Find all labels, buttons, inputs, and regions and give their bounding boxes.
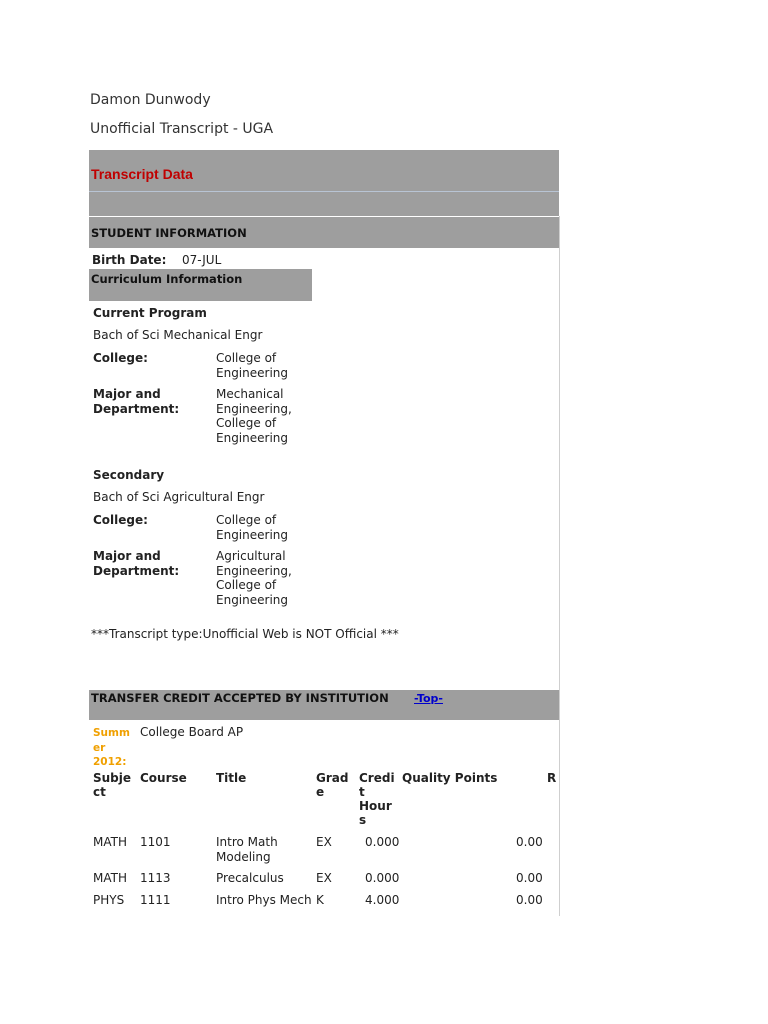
col-subject: Subje ct xyxy=(93,771,132,799)
col-title: Title xyxy=(216,771,247,785)
row-title: Precalculus xyxy=(216,871,284,885)
transcript-type-note: ***Transcript type:Unofficial Web is NOT Official *** xyxy=(91,627,399,641)
col-credit-hours: Credi t Hour s xyxy=(359,771,395,827)
row-course: 1111 xyxy=(140,893,171,907)
current-program-label: Current Program xyxy=(93,306,207,320)
row-course: 1113 xyxy=(140,871,171,885)
student-info-header: STUDENT INFORMATION xyxy=(89,217,559,248)
secondary-college-label: College: xyxy=(93,513,148,527)
section-title: Transcript Data xyxy=(91,166,193,182)
current-college-label: College: xyxy=(93,351,148,365)
row-quality-points: 0.00 xyxy=(516,871,543,885)
term-label: Summ er 2012: xyxy=(93,727,130,768)
current-program-degree: Bach of Sci Mechanical Engr xyxy=(93,328,263,342)
row-credit: 0.000 xyxy=(365,871,400,885)
col-grade: Grad e xyxy=(316,771,349,799)
transcript-panel xyxy=(89,216,560,916)
row-grade: K xyxy=(316,893,324,907)
row-title: Intro Math Modeling xyxy=(216,835,278,864)
birth-date-label: Birth Date: xyxy=(92,253,167,267)
curriculum-header: Curriculum Information xyxy=(89,269,312,301)
transcript-data-band xyxy=(89,150,559,192)
col-course: Course xyxy=(140,771,187,785)
row-subject: PHYS xyxy=(93,893,125,907)
band-spacer xyxy=(89,192,559,216)
col-r: R xyxy=(547,771,557,785)
row-credit: 4.000 xyxy=(365,893,400,907)
row-subject: MATH xyxy=(93,871,127,885)
current-college-value: College of Engineering xyxy=(216,351,288,380)
row-quality-points: 0.00 xyxy=(516,893,543,907)
student-name: Damon Dunwody xyxy=(90,92,211,108)
row-quality-points: 0.00 xyxy=(516,835,543,849)
secondary-major-label: Major and Department: xyxy=(93,549,180,578)
top-link[interactable]: -Top- xyxy=(414,692,443,705)
transcript-title: Unofficial Transcript - UGA xyxy=(90,121,274,137)
transfer-institution: College Board AP xyxy=(140,725,244,739)
row-title: Intro Phys Mech xyxy=(216,893,312,907)
current-major-label: Major and Department: xyxy=(93,387,180,416)
row-subject: MATH xyxy=(93,835,127,849)
secondary-label: Secondary xyxy=(93,468,165,482)
secondary-major-value: Agricultural Engineering, College of Engineering xyxy=(216,549,292,607)
transfer-credit-header: TRANSFER CREDIT ACCEPTED BY INSTITUTION -Top- xyxy=(89,690,559,720)
col-quality-points: Quality Points xyxy=(402,771,498,785)
secondary-degree: Bach of Sci Agricultural Engr xyxy=(93,490,265,504)
secondary-college-value: College of Engineering xyxy=(216,513,288,542)
row-grade: EX xyxy=(316,835,332,849)
row-grade: EX xyxy=(316,871,332,885)
row-credit: 0.000 xyxy=(365,835,400,849)
current-major-value: Mechanical Engineering, College of Engineering xyxy=(216,387,292,445)
row-course: 1101 xyxy=(140,835,171,849)
birth-date-value: 07-JUL xyxy=(182,253,222,267)
